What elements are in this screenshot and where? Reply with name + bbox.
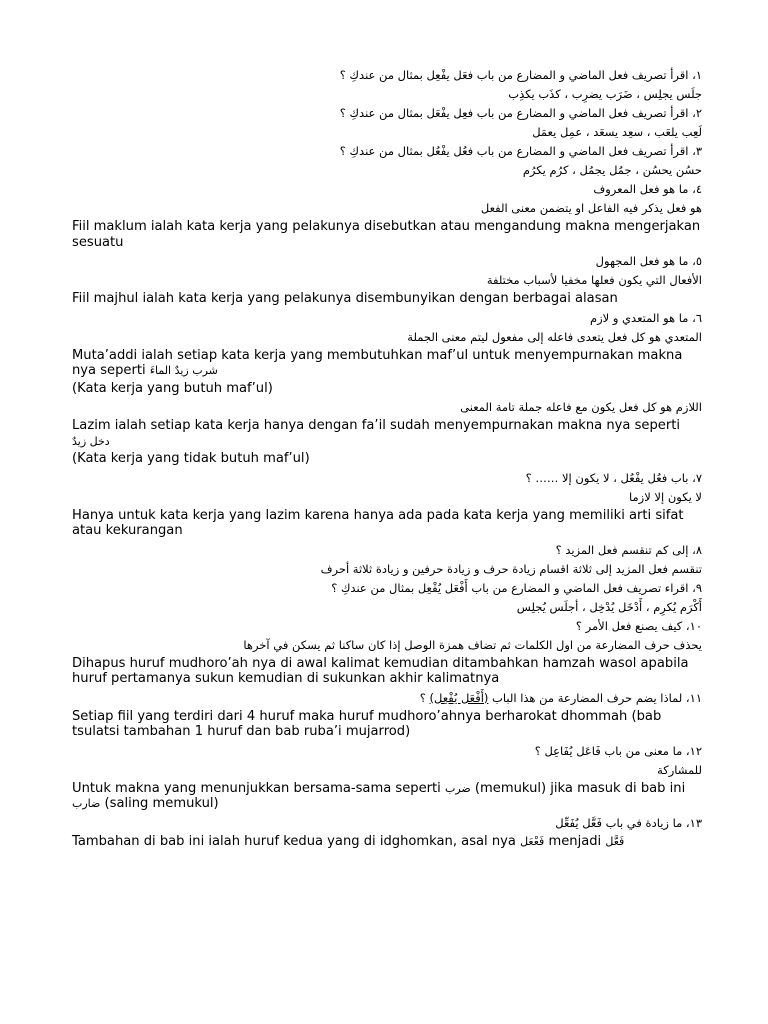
arabic-example-2: فَعَّل (605, 834, 625, 848)
question-text: ١١، لماذا يضم حرف المضارعة من هذا الباب (492, 690, 702, 705)
translation-text: Tambahan di bab ini ialah huruf kedua yang di idghomkan, asal nya (72, 833, 516, 849)
arabic-example-2: ضارب (72, 797, 101, 810)
arabic-example: دخل زيدٌ (72, 434, 110, 448)
answer-7-arabic: لا يكون إلا لازما (629, 489, 702, 504)
answer-10-translation: Dihapus huruf mudhoro’ah nya di awal kalimat kemudian ditambahkan hamzah wasol apabila huruf pertamanya sukun kemudian di sukunkan akhir kalimatnya (72, 655, 689, 686)
answer-12-translation (72, 781, 702, 812)
translation-text: Untuk makna yang menunjukkan bersama-sama seperti (72, 780, 441, 796)
translation-text-2: menjadi (548, 833, 602, 849)
answer-6-lazim-translation (72, 418, 702, 449)
question-5: ٥، ما هو فعل المجهول (595, 254, 702, 268)
answer-6-lazim-arabic: اللازم هو كل فعل يكون مع فاعله جملة تامة المعنى (460, 400, 702, 414)
question-3: ٣، اقرأ تصريف فعل الماضي و المضارع من باب فعُل يفْعُل بمثال من عندكِ ؟ (339, 144, 702, 158)
translation-text-2: (memukul) jika masuk di bab ini (474, 780, 686, 796)
question-9: ٩، اقراء تصريف فعل الماضي و المضارع من باب أَفْعَل يُفْعِل بمثال من عندكِ ؟ (331, 580, 702, 595)
question-13: ١٣، ما زيادة في باب فَعَّل يُفَعِّل (555, 815, 702, 830)
answer-6-mutaaddi-arabic: المتعدي هو كل فعل يتعدى فاعله إلى مفعول ليتم معنى الجملة (407, 329, 702, 344)
answer-4-arabic: هو فعل يذكر فيه الفاعل او يتضمن معنى الفعل (480, 201, 702, 215)
answer-10-arabic: يحذف حرف المضارعة من اول الكلمات ثم تضاف همزة الوصل إذا كان ساكنا ثم يسكن في آخرها (243, 637, 702, 652)
answer-6-lazim-note: (Kata kerja yang tidak butuh maf’ul) (72, 451, 310, 466)
answer-12-arabic: للمشاركة (657, 762, 702, 777)
answer-1: جلَس يجلِس ، ضَرَب يضرِب ، كذَب يكذِب (508, 87, 702, 101)
question-11 (72, 689, 702, 708)
answer-4-translation: Fiil maklum ialah kata kerja yang pelakunya disebutkan atau mengandung makna mengerjakan sesuatu (72, 219, 701, 250)
answer-6-mutaaddi-note: (Kata kerja yang butuh maf’ul) (72, 380, 273, 396)
answer-7-translation: Hanya untuk kata kerja yang lazim karena hanya ada pada kata kerja yang memiliki arti sifat atau kekurangan (72, 507, 684, 538)
answer-6-mutaaddi-translation (72, 348, 702, 379)
arabic-example: شرب زيدٌ الماءَ (149, 364, 218, 377)
question-1: ١، اقرأ تصريف فعل الماضي و المضارع من باب فعَل يفْعِل بمثال من عندكِ ؟ (339, 68, 702, 82)
translation-text: Muta’addi ialah setiap kata kerja yang membutuhkan maf’ul untuk menyempurnakan makna nya seperti (72, 347, 683, 378)
question-10: ١٠، كيف يصنع فعل الأمر ؟ (575, 618, 702, 633)
arabic-example: ضرب (444, 781, 471, 795)
translation-text-3: (saling memukul) (104, 796, 219, 811)
answer-13-translation (72, 834, 702, 850)
answer-9-arabic: أَكْرَم يُكرِم ، أَدْخَل يُدْخِل ، أجلَس يُجلِس (516, 599, 702, 614)
question-8: ٨، إلى كم تنقسم فعل المزيد ؟ (555, 542, 702, 557)
answer-3: حسُن يحسُن ، جمُل يجمُل ، كرُم يكرُم (522, 163, 702, 177)
answer-5-translation: Fiil majhul ialah kata kerja yang pelakunya disembunyikan dengan berbagai alasan (72, 291, 618, 306)
question-mark: ؟ (419, 690, 430, 705)
answer-5-arabic: الأفعال التي يكون فعلها مخفيا لأسباب مختلفة (486, 273, 702, 287)
translation-text: Lazim ialah setiap kata kerja hanya dengan fa’il sudah menyempurnakan makna nya seperti (72, 418, 680, 433)
question-7: ٧، باب فعُل يفْعُل ، لا يكون إلا …… ؟ (525, 470, 702, 485)
question-6: ٦، ما هو المتعدي و لازم (589, 310, 702, 325)
answer-2: لَعِب يلعَب ، سعِد يسعَد ، عمِل يعمَل (532, 125, 702, 139)
arabic-example: فَعْعَل (520, 834, 545, 848)
question-4: ٤، ما هو فعل المعروف (593, 182, 702, 196)
question-12: ١٢، ما معنى من باب فَاعَل يُفَاعِل ؟ (534, 743, 702, 758)
underlined-pattern: (أَفْعَل يُفْعِل) (429, 690, 489, 705)
answer-8-arabic: تنقسم فعل المزيد إلى ثلاثة اقسام زيادة حرف و زيادة حرفين و زيادة ثلاثة أحرف (320, 561, 702, 576)
answer-11-translation: Setiap fiil yang terdiri dari 4 huruf maka huruf mudhoro’ahnya berharokat dhommah (bab tsulatsi tambahan 1 huruf dan bab ruba’i mujarrod) (72, 708, 662, 739)
question-2: ٢، اقرأ تصريف فعل الماضي و المضارع من باب فعِل يفْعَل بمثال من عندكِ ؟ (339, 106, 702, 120)
